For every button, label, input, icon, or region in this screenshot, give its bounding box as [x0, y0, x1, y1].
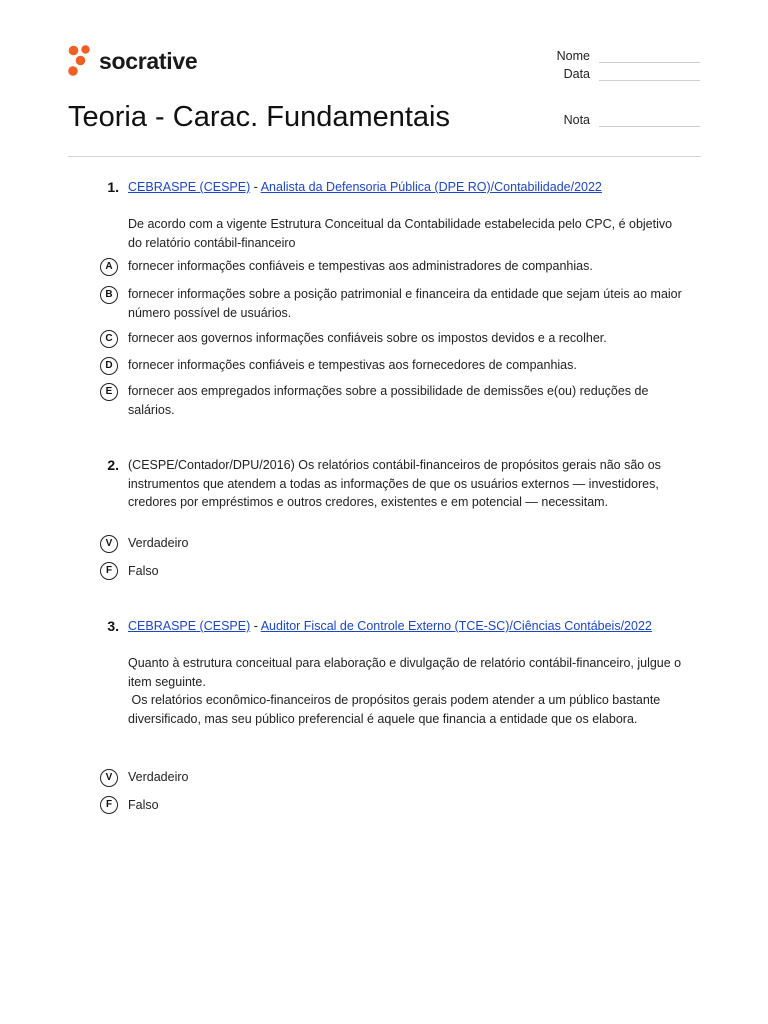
- option-text-b[interactable]: fornecer informações sobre a posição patrimonial e financeira da entidade que sejam úteis ao maior número possível de usuários.: [128, 287, 682, 320]
- grade-field: [530, 114, 700, 127]
- socrative-logo-icon: [68, 45, 92, 77]
- question-number: 3.: [107, 618, 119, 634]
- grade-line[interactable]: [599, 125, 700, 127]
- question-text: De acordo com a vigente Estrutura Conceitual da Contabilidade estabelecida pelo CPC, é objetivo do relatório contábil-financeiro: [128, 217, 673, 250]
- source-exam-link[interactable]: Analista da Defensoria Pública (DPE RO)/Contabilidade/2022: [260, 180, 602, 194]
- option-text-v[interactable]: Verdadeiro: [128, 770, 189, 784]
- source-org-link[interactable]: CEBRASPE (CESPE): [128, 180, 251, 194]
- option-badge-v[interactable]: V: [100, 769, 118, 787]
- option-text-e[interactable]: fornecer aos empregados informações sobre a possibilidade de demissões e(ou) reduções de salários.: [128, 384, 649, 417]
- logo-text: socrative: [99, 47, 198, 74]
- date-label: Data: [563, 67, 590, 81]
- question-source: [128, 617, 652, 636]
- option-badge-d[interactable]: D: [100, 357, 118, 375]
- option-badge-c[interactable]: C: [100, 330, 118, 348]
- option-text-v[interactable]: Verdadeiro: [128, 536, 189, 550]
- option-badge-f[interactable]: F: [100, 796, 118, 814]
- option-text-a[interactable]: fornecer informações confiáveis e tempestivas aos administradores de companhias.: [128, 259, 593, 273]
- option-text-d[interactable]: fornecer informações confiáveis e tempestivas aos fornecedores de companhias.: [128, 358, 577, 372]
- option-text-f[interactable]: Falso: [128, 564, 159, 578]
- question-text-intro: Quanto à estrutura conceitual para elaboração e divulgação de relatório contábil-financeiro, julgue o item seguinte.: [128, 656, 682, 689]
- name-label: Nome: [556, 49, 590, 63]
- source-exam-link[interactable]: Auditor Fiscal de Controle Externo (TCE-SC)/Ciências Contábeis/2022: [260, 619, 652, 633]
- option-text-c[interactable]: fornecer aos governos informações confiáveis sobre os impostos devidos e a recolher.: [128, 331, 607, 345]
- question-source: [128, 178, 602, 197]
- source-separator: -: [253, 180, 258, 194]
- option-badge-v[interactable]: V: [100, 535, 118, 553]
- question-text: (CESPE/Contador/DPU/2016) Os relatórios contábil-financeiros de propósitos gerais não são os instrumentos que atendem a todas as informações de que os usuários externos — investidores, credores por empréstimos e outros credores, existentes e em potencial — necessitam.: [128, 458, 661, 509]
- option-badge-b[interactable]: B: [100, 286, 118, 304]
- name-line[interactable]: [599, 61, 700, 63]
- socrative-logo: [68, 45, 197, 77]
- source-org-link[interactable]: CEBRASPE (CESPE): [128, 619, 251, 633]
- question-number: 1.: [107, 179, 119, 195]
- name-field: [530, 50, 700, 63]
- date-line[interactable]: [599, 79, 700, 81]
- page-title: Teoria - Carac. Fundamentais: [68, 101, 450, 133]
- option-text-f[interactable]: Falso: [128, 798, 159, 812]
- question-text: [128, 654, 688, 728]
- date-field: [530, 68, 700, 81]
- source-separator: -: [253, 619, 258, 633]
- option-badge-e[interactable]: E: [100, 383, 118, 401]
- header-divider: [68, 156, 701, 157]
- option-badge-a[interactable]: A: [100, 258, 118, 276]
- option-badge-f[interactable]: F: [100, 562, 118, 580]
- question-text-statement: Os relatórios econômico-financeiros de propósitos gerais podem atender a um público bastante diversificado, mas seu público preferencial é aquele que financia a entidade que os elabora.: [128, 693, 664, 726]
- question-number: 2.: [107, 457, 119, 473]
- grade-label: Nota: [563, 113, 590, 127]
